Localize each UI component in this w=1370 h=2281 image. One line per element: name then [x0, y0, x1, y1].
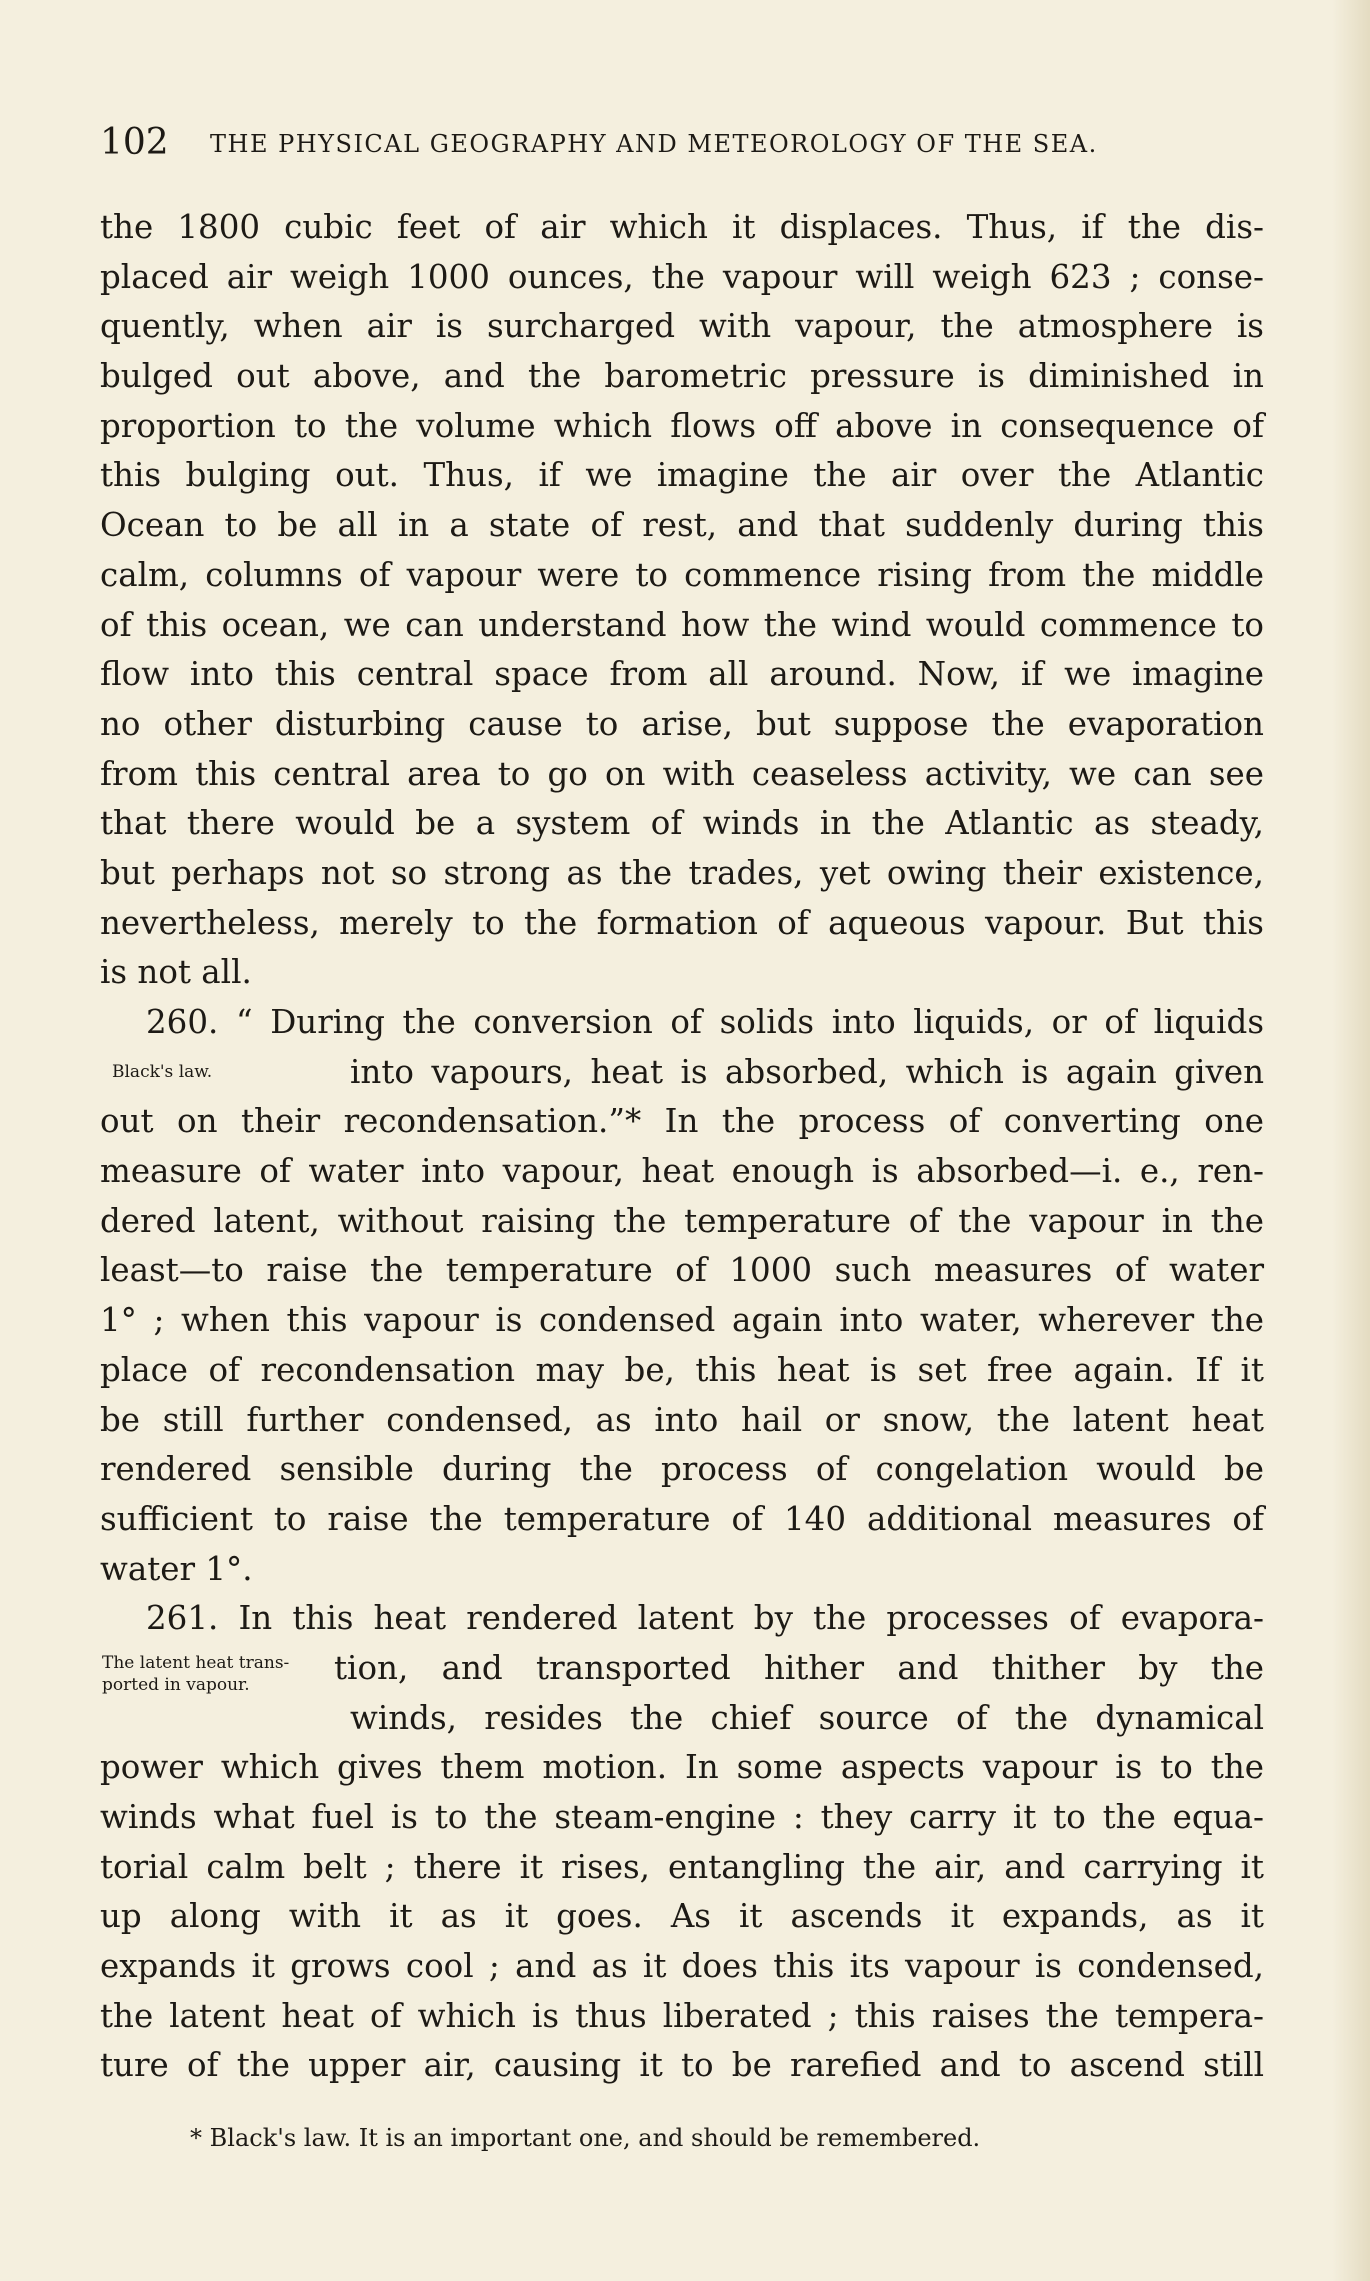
text-line: torial calm belt ; there it rises, entangling the air, and carrying it: [100, 1847, 1264, 1886]
text-line: flow into this central space from all around. Now, if we imagine: [100, 655, 1264, 694]
text-line-with-margin-note: [100, 1644, 1264, 1694]
text-line: into vapours, heat is absorbed, which is again given: [350, 1052, 1264, 1091]
text-line: 1° ; when this vapour is condensed again into water, wherever the: [100, 1301, 1264, 1340]
text-line: that there would be a system of winds in the Atlantic as steady,: [100, 804, 1264, 843]
page-header: [100, 118, 1240, 168]
text-line: power which gives them motion. In some aspects vapour is to the: [100, 1748, 1264, 1787]
text-line: expands it grows cool ; and as it does this its vapour is condensed,: [100, 1947, 1264, 1986]
text-line: least—to raise the temperature of 1000 such measures of water: [100, 1251, 1264, 1290]
text-line: from this central area to go on with ceaseless activity, we can see: [100, 754, 1264, 793]
text-line: nevertheless, merely to the formation of aqueous vapour. But this: [100, 903, 1264, 942]
page-number: 102: [100, 122, 169, 163]
text-line-with-margin-note: [100, 1048, 1264, 1098]
text-line: of this ocean, we can understand how the wind would commence to: [100, 605, 1264, 644]
text-line: place of recondensation may be, this heat is set free again. If it: [100, 1350, 1264, 1389]
margin-note-blacks-law: Black's law.: [112, 1061, 213, 1082]
text-line: is not all.: [100, 953, 252, 992]
text-line: but perhaps not so strong as the trades, yet owing their existence,: [100, 853, 1264, 892]
text-line: calm, columns of vapour were to commence rising from the middle: [100, 555, 1264, 594]
margin-note-line: The latent heat trans-: [102, 1652, 290, 1673]
text-line: the 1800 cubic feet of air which it displaces. Thus, if the dis-: [100, 208, 1264, 246]
margin-note-line: ported in vapour.: [102, 1674, 250, 1695]
footnote: * Black's law. It is an important one, and should be remembered.: [190, 2124, 981, 2152]
text-line: no other disturbing cause to arise, but suppose the evaporation: [100, 704, 1264, 743]
text-line: Ocean to be all in a state of rest, and that suddenly during this: [100, 506, 1264, 545]
text-line: this bulging out. Thus, if we imagine the air over the Atlantic: [100, 456, 1264, 495]
text-line: the latent heat of which is thus liberated ; this raises the tempera-: [100, 1996, 1264, 2035]
text-line: bulged out above, and the barometric pressure is diminished in: [100, 357, 1264, 396]
text-line: out on their recondensation.”* In the process of converting one: [100, 1102, 1264, 1141]
text-line: dered latent, without raising the temperature of the vapour in the: [100, 1201, 1264, 1240]
text-line: ture of the upper air, causing it to be rarefied and to ascend still: [100, 2046, 1264, 2085]
text-line: up along with it as it goes. As it ascends it expands, as it: [100, 1897, 1264, 1936]
text-line: quently, when air is surcharged with vapour, the atmosphere is: [100, 307, 1264, 346]
margin-note-latent-heat: [102, 1652, 289, 1696]
running-title: THE PHYSICAL GEOGRAPHY AND METEOROLOGY OF THE SEA.: [210, 130, 1098, 158]
text-line: water 1°.: [100, 1549, 253, 1588]
paragraph-260-first-line: 260. “ During the conversion of solids into liquids, or of liquids: [146, 1003, 1264, 1041]
body-text: [100, 203, 1264, 2091]
text-line: measure of water into vapour, heat enough is absorbed—i. e., ren-: [100, 1152, 1264, 1191]
text-line: sufficient to raise the temperature of 140 additional measures of: [100, 1499, 1264, 1538]
text-line: placed air weigh 1000 ounces, the vapour will weigh 623 ; conse-: [100, 257, 1264, 296]
text-line: proportion to the volume which flows off above in consequence of: [100, 406, 1264, 445]
text-line: winds what fuel is to the steam-engine : they carry it to the equa-: [100, 1798, 1264, 1836]
text-line-indented: winds, resides the chief source of the dynamical: [350, 1698, 1264, 1737]
text-line: be still further condensed, as into hail or snow, the latent heat: [100, 1400, 1264, 1439]
text-line: rendered sensible during the process of congelation would be: [100, 1450, 1264, 1489]
paragraph-261-first-line: 261. In this heat rendered latent by the processes of evapora-: [146, 1599, 1264, 1638]
text-line: tion, and transported hither and thither by the: [334, 1648, 1264, 1687]
page-edge-shadow: [1332, 0, 1370, 2281]
